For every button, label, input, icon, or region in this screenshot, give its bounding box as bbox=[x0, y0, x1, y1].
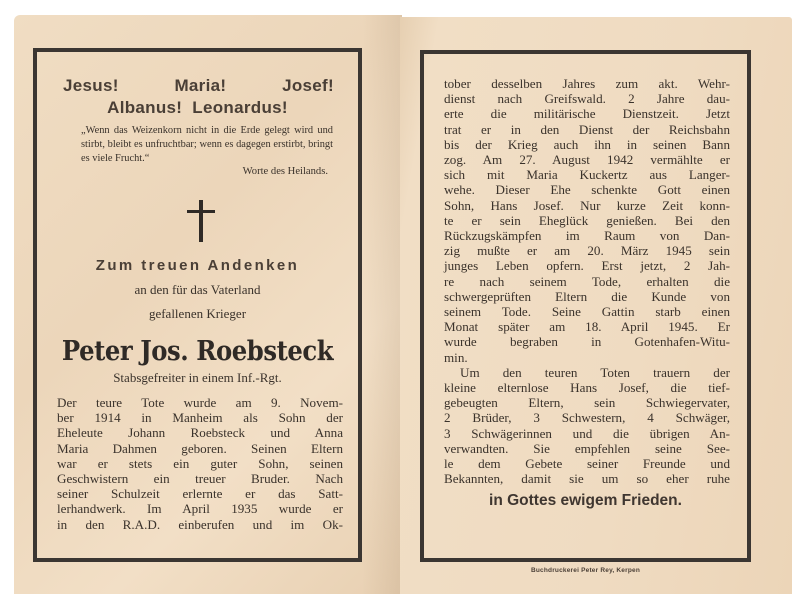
text-line: re nach seinem Tode, erhalten die bbox=[444, 273, 730, 289]
text-line: junges Leben opfern. Erst jetzt, 2 Jah- bbox=[444, 258, 730, 274]
text-line: war er stets ein guter Sohn, seinen bbox=[57, 455, 343, 471]
text-line: verwandten. Sie empfehlen seine See- bbox=[444, 440, 730, 456]
text-line: ber 1914 in Manheim als Sohn der bbox=[57, 410, 343, 426]
text-line: Monat später am 18. April 1945. Er bbox=[444, 319, 730, 335]
closing-line: in Gottes ewigem Frieden. bbox=[489, 492, 682, 509]
text-line: gebeugten Eltern, sein Schwiegervater, bbox=[444, 395, 730, 411]
quote-source: Worte des Heilands. bbox=[242, 166, 328, 177]
text-line: Der teure Tote wurde am 9. Novem- bbox=[57, 395, 343, 410]
text-line: schwergeprüften Eltern die Kunde von bbox=[444, 288, 730, 304]
text-line: Eheleute Johann Roebsteck und Anna bbox=[57, 425, 343, 441]
text-line: kleine elternlose Hans Josef, die tief- bbox=[444, 380, 730, 396]
biography-left bbox=[57, 395, 343, 532]
subtitle-line-2: gefallenen Krieger bbox=[148, 306, 247, 321]
memorial-heading: Zum treuen Andenken bbox=[95, 257, 300, 274]
text-line: Bekannten, damit sie um so eher ruhe bbox=[444, 471, 730, 487]
invocation-josef: Josef! bbox=[282, 76, 334, 95]
deceased-name: Peter Jos. Roebsteck bbox=[61, 336, 334, 367]
text-line: zog. Am 27. August 1942 vermählte er bbox=[444, 152, 730, 168]
scripture-quote: „Wenn das Weizenkorn nicht in die Erde gelegt wird und stirbt, bleibt es unfruchtbar; wenn es dagegen erstirbt, bringt es viele Frucht.“ bbox=[81, 125, 333, 164]
text-line: erte die militärische Dienstzeit. Jetzt bbox=[444, 106, 730, 122]
text-line: wehe. Dieser Ehe schenkte Gott einen bbox=[444, 182, 730, 198]
invocation-jesus: Jesus! bbox=[63, 76, 119, 95]
biography-right bbox=[444, 76, 730, 486]
text-line: 3 Schwägerinnen und die übrigen An- bbox=[444, 425, 730, 441]
printer-imprint: Buchdruckerei Peter Rey, Kerpen bbox=[530, 567, 641, 574]
cross-icon bbox=[187, 200, 215, 242]
invocation-line-1 bbox=[63, 76, 334, 96]
text-line: bis der Krieg auch ihn in seinen Bann bbox=[444, 136, 730, 152]
text-line: te er sein Eheglück genießen. Bei den bbox=[444, 212, 730, 228]
text-line: dienst nach Greifswald. 2 Jahre dau- bbox=[444, 91, 730, 107]
text-line: Um den teuren Toten trauern der bbox=[460, 364, 730, 380]
text-line: Rückzugskämpfen im Raum von Dan- bbox=[444, 228, 730, 244]
right-mourning-frame bbox=[420, 50, 751, 562]
text-line: 2 Brüder, 3 Schwestern, 4 Schwäger, bbox=[444, 410, 730, 426]
text-line: seinem Tode. Seine Gattin starb einen bbox=[444, 304, 730, 320]
invocation-maria: Maria! bbox=[174, 76, 227, 95]
text-line: lerhandwerk. Im April 1935 wurde er bbox=[57, 501, 343, 517]
text-line: seiner Schulzeit erlernte er das Satt- bbox=[57, 486, 343, 502]
text-line: trat er in den Dienst der Reichsbahn bbox=[444, 121, 730, 137]
subtitle-line-1: an den für das Vaterland bbox=[134, 282, 261, 297]
left-mourning-frame bbox=[33, 48, 362, 562]
invocation-line-2: Albanus! Leonardus! bbox=[107, 98, 288, 117]
text-line: Geschwistern ein treuer Bruder. Nach bbox=[57, 471, 343, 487]
text-line: tober desselben Jahres zum akt. Wehr- bbox=[444, 76, 730, 91]
military-rank: Stabsgefreiter in einem Inf.-Rgt. bbox=[113, 370, 282, 385]
text-line: sich mit Maria Kuckertz aus Langer- bbox=[444, 167, 730, 183]
text-line: in den R.A.D. einberufen und im Ok- bbox=[57, 516, 343, 532]
text-line: zig mußte er am 20. März 1945 sein bbox=[444, 243, 730, 259]
text-line: le dem Gebete seiner Freunde und bbox=[444, 456, 730, 472]
text-line: min. bbox=[444, 349, 468, 365]
text-line: wurde begraben in Gotenhafen-Witu- bbox=[444, 334, 730, 350]
text-line: Maria Dahmen geboren. Seinen Eltern bbox=[57, 440, 343, 456]
text-line: Sohn, Hans Josef. Nur kurze Zeit konn- bbox=[444, 197, 730, 213]
